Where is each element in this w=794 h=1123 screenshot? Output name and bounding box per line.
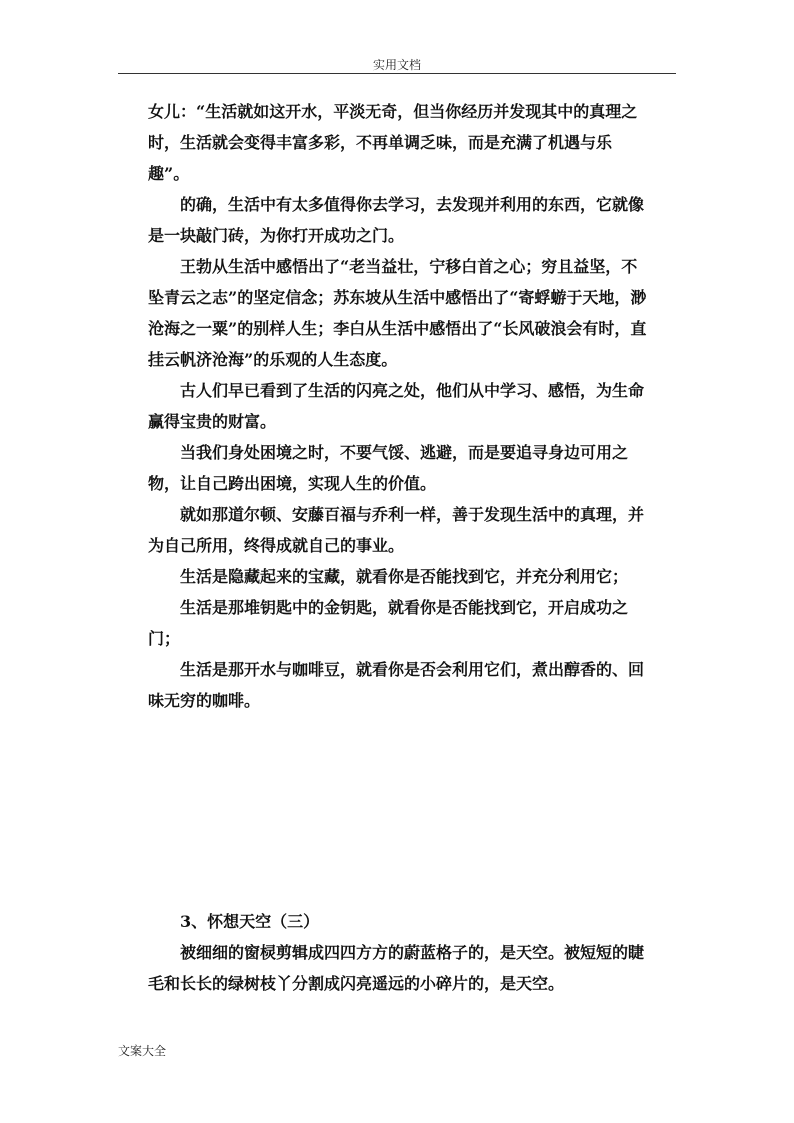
page-header: 实用文档 [372, 58, 421, 72]
paragraph-4: 古人们早已看到了生活的闪亮之处，他们从中学习、感悟，为生命赢得宝贵的财富。 [148, 381, 645, 431]
paragraph-7: 生活是隐藏起来的宝藏，就看你是否能找到它，并充分利用它； [180, 567, 629, 586]
paragraph-2: 的确，生活中有太多值得你去学习，去发现并利用的东西，它就像是一块敲门砖，为你打开成功之门。 [148, 195, 645, 245]
paragraph-1: 女儿：“生活就如这开水，平淡无奇，但当你经历并发现其中的真理之时，生活就会变得丰富多彩，不再单调乏味，而是充满了机遇与乐趣”。 [148, 102, 638, 183]
paragraph-6: 就如那道尔顿、安藤百福与乔利一样，善于发现生活中的真理，并为自己所用，终得成就自己的事业。 [148, 505, 645, 555]
section-heading: 3、怀想天空（三） [180, 912, 320, 931]
paragraph-3: 王勃从生活中感悟出了“老当益壮，宁移白首之心；穷且益坚，不坠青云之志”的坚定信念；苏东坡从生活中感悟出了“寄蜉蝣于天地，渺沧海之一粟”的别样人生；李白从生活中感悟出了“长风破浪会有时，直挂云帆济沧海”的乐观的人生态度。 [148, 257, 647, 369]
header-divider [118, 73, 676, 74]
second-section [148, 906, 648, 999]
paragraph-5: 当我们身处困境之时，不要气馁、逃避，而是要追寻身边可用之物，让自己跨出困境，实现人生的价值。 [148, 443, 629, 493]
article-body [148, 96, 648, 716]
paragraph-8: 生活是那堆钥匙中的金钥匙，就看你是否能找到它，开启成功之门； [148, 598, 629, 648]
paragraph-9: 生活是那开水与咖啡豆，就看你是否会利用它们，煮出醇香的、回味无穷的咖啡。 [148, 660, 645, 710]
section-paragraph-1: 被细细的窗棂剪辑成四四方方的蔚蓝格子的，是天空。被短短的睫毛和长长的绿树枝丫分割成闪亮遥远的小碎片的，是天空。 [148, 943, 645, 993]
page-footer: 文案大全 [118, 1044, 167, 1058]
